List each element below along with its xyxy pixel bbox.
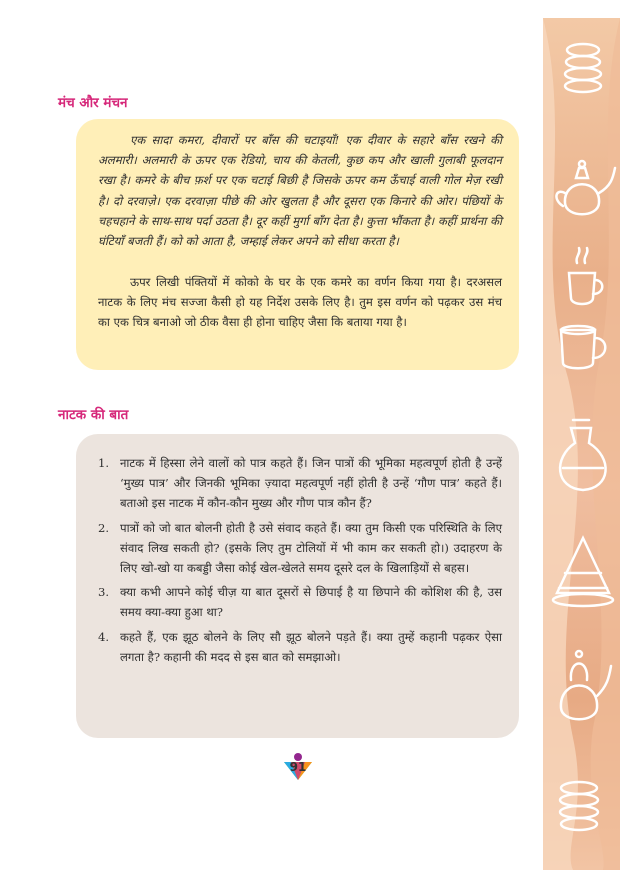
- stacked-bread-icon: [565, 44, 601, 92]
- side-strip-illustrations: [543, 18, 620, 870]
- question-number: 1.: [98, 456, 110, 470]
- question-text: कहते हैं, एक झूठ बोलने के लिए सौ झूठ बोलने पड़ते हैं। क्या तुम्हें कहानी पढ़कर ऐसा लगता है? कहानी की मदद से इस बात को समझाओ।: [120, 629, 502, 664]
- decorative-side-strip: [543, 18, 620, 870]
- question-number: 3.: [98, 585, 110, 600]
- question-text: नाटक में हिस्सा लेने वालों को पात्र कहते हैं। जिन पात्रों की भूमिका महत्वपूर्ण होती है उन्हें ‘मुख्य पात्र’ और जिनकी भूमिका ज़्यादा महत्वपूर्ण नहीं होती है उन्हें ‘गौण पात्र’ कहते हैं। बताओ इस नाटक में कौन-कौन मुख्य और गौण पात्र कौन हैं?: [120, 456, 502, 511]
- cup-icon: [569, 248, 602, 304]
- question-text: पात्रों को जो बात बोलनी होती है उसे संवाद कहते हैं। क्या तुम किसी एक परिस्थिति के लिए संवाद लिख सकती हो? (इसके लिए तुम टोलियों में भी काम कर सकती हो।) उदाहरण के लिए खो-खो या कबड्डी जैसा कोई खेल-खेलते समय दूसरे दल के खिलाड़ियों से बहस।: [120, 520, 502, 576]
- section-heading-stage: मंच और मंचन: [58, 95, 128, 111]
- question-item: [98, 453, 502, 514]
- mug-icon: [561, 326, 605, 368]
- question-item: [98, 518, 502, 579]
- question-item: [98, 582, 502, 622]
- question-item: [98, 627, 502, 667]
- question-number: 2.: [98, 520, 110, 535]
- question-text: क्या कभी आपने कोई चीज़ या बात दूसरों से छिपाई है या छिपाने की कोशिश की है, उस समय क्या-क्या हुआ था?: [120, 585, 502, 620]
- teapot-icon: [556, 161, 615, 214]
- question-number: 4.: [98, 629, 110, 644]
- page-number-emblem: [278, 752, 318, 782]
- stage-description-passage: एक सादा कमरा, दीवारों पर बाँस की चटाइयाँ! एक दीवार के सहारे बाँस रखने की अलमारी। अलमारी के ऊपर एक रेडियो, चाय की केतली, कुछ कप और खाली गुलाबी फूलदान रखा है। कमरे के बीच फ़र्श पर एक चटाई बिछी है जिसके ऊपर कम ऊँचाई वाली गोल मेज़ रखी है। दो दरवाज़े। एक दरवाज़ा पीछे की ओर खुलता है और दूसरा एक किनारे की ओर। पंछियों के चहचहाने के साथ-साथ पर्दा उठता है। दूर कहीं मुर्गा बाँग देता है। कुत्ता भौंकता है। कहीं प्रार्थना की घंटियाँ बजती हैं। को को आता है, जम्हाई लेकर अपने को सीधा करता है।: [98, 133, 502, 249]
- page-number: 91: [289, 760, 307, 774]
- stage-instruction: ऊपर लिखी पंक्तियों में कोको के घर के एक कमरे का वर्णन किया गया है। दरअसल नाटक के लिए मंच सज्जा कैसी हो यह निर्देश उसके लिए है। तुम इस वर्णन को पढ़कर उस मंच का एक चित्र बनाओ जो ठीक वैसा ही होना चाहिए जैसा कि बताया गया है।: [98, 275, 502, 330]
- drama-questions-list: [98, 453, 502, 671]
- section-heading-drama: नाटक की बात: [58, 407, 129, 423]
